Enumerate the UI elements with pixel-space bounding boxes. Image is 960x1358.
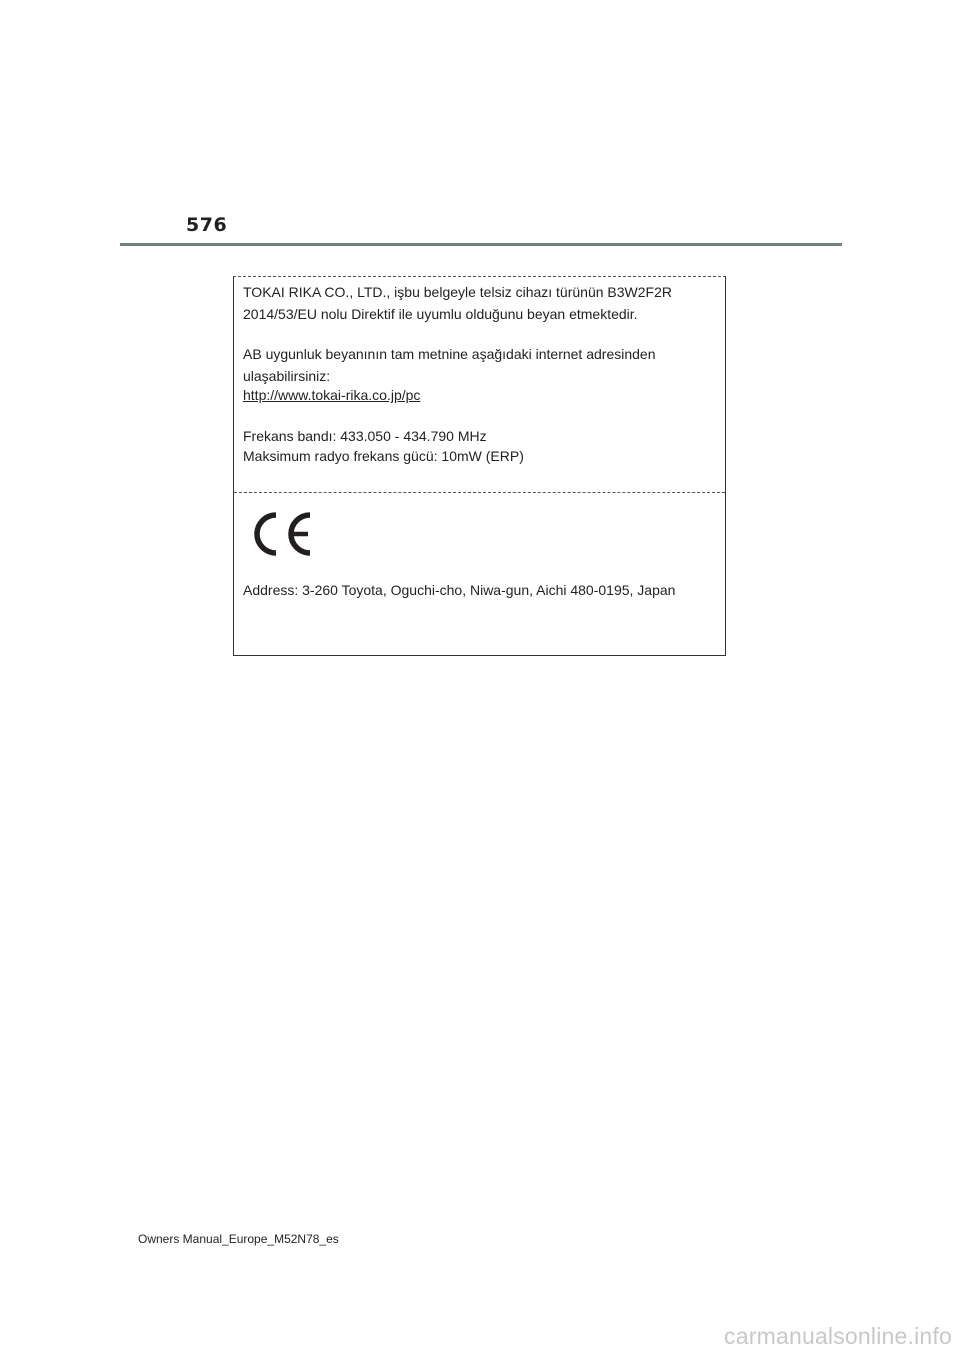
max-rf-power: Maksimum radyo frekans gücü: 10mW (ERP) (243, 448, 524, 464)
manufacturer-address: Address: 3-260 Toyota, Oguchi-cho, Niwa-gun, Aichi 480-0195, Japan (243, 582, 676, 598)
section-divider (234, 492, 725, 493)
conformity-line-2: ulaşabilirsiniz: (243, 368, 331, 384)
frequency-band: Frekans bandı: 433.050 - 434.790 MHz (243, 428, 487, 444)
page-number: 576 (186, 214, 228, 236)
radio-compliance-notice (233, 276, 726, 656)
conformity-url-link[interactable]: http://www.tokai-rika.co.jp/pc (243, 387, 421, 403)
declaration-line-1: TOKAI RIKA CO., LTD., işbu belgeyle telsiz cihazı türünün B3W2F2R (243, 284, 672, 300)
declaration-line-2: 2014/53/EU nolu Direktif ile uyumlu olduğunu beyan etmektedir. (243, 306, 638, 322)
watermark: carmanualsonline.info (724, 1323, 952, 1349)
conformity-line-1: AB uygunluk beyanının tam metnine aşağıdaki internet adresinden (243, 346, 656, 362)
header-rule (120, 243, 842, 246)
footer-manual-id: Owners Manual_Europe_M52N78_es (138, 1232, 339, 1246)
ce-mark-icon (250, 511, 314, 557)
